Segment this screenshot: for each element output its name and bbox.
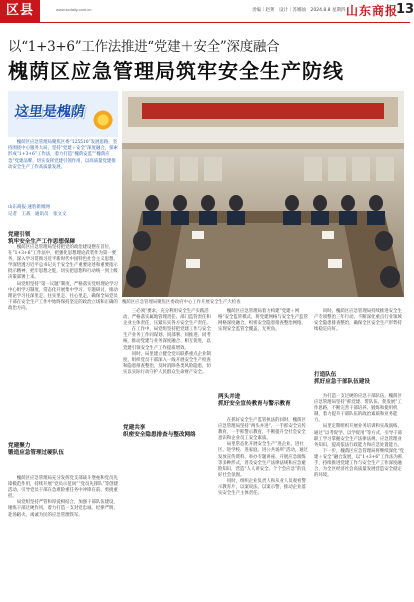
sun-icon (92, 109, 114, 131)
news-photo (122, 91, 404, 297)
site-url[interactable]: www.sxdaily.com.cn (56, 7, 92, 12)
section-tag: 区县 (0, 0, 40, 22)
paragraph: 同时，局里建立健全党员联系重点企业制度，组织党员干部深入一线开展安全生产检查和隐患排查整治，及时消除各类风险隐患，切实以实际行动守护人民群众生命财产安全。 (123, 351, 211, 375)
paragraph: 下一步，槐荫区应急管理局将继续深化“党建＋安全”融合发展，以“1+3+6”工作法为抓手，持续推进党建工作与安全生产工作深度融合，为全区经济社会高质量发展营造安全稳定的环境。 (314, 448, 405, 479)
column-banner (8, 91, 118, 137)
subhead-hazard-network: 党建共享 织密安全隐患排查与整改网络 (123, 425, 213, 439)
subhead-team-building: 党建聚力 锻造应急管理过硬队伍 (8, 443, 64, 456)
paragraph: 局党组坚持“第一议题”制度，严格落实党组理论学习中心组学习制度，常态化开展集中学习、专题研讨，推动理论学习往深里走、往实里走、往心里走，确保全局党员干部在安全生产工作中始终保持坚定的政治立场和正确的政治方向。 (8, 281, 118, 311)
paragraph: 同时，组织企业负责人和从业人员观看警示教育片，以案说法、以案示警，推动企业落实安全生产主体责任。 (218, 478, 306, 497)
page-number: 13 (396, 2, 414, 17)
column-3-top (218, 309, 310, 385)
paragraph: 局里常态化开展安全生产“进企业、进社区、进学校、进家庭、进公共场所”活动，通过发放宣传资料、举办专题讲座、开展应急演练等多种形式，普及安全生产法律法规和应急避险知识，营造“人人讲安全、个个会应急”的良好社会氛围。 (218, 442, 309, 478)
column-1-bottom (8, 476, 118, 596)
article-intro (8, 140, 118, 200)
editor-date-line: 责编｜赵莠 设计｜苏娜仙 2024.8.8 星期四 (252, 8, 346, 13)
header-divider (0, 22, 410, 23)
paragraph: 槐荫区应急管理局充分发挥党支部战斗堡垒和党员先锋模范作用，持续开展“党员示范岗”“党员先锋队”等创建活动，引导党员干部在急难险重任务中冲锋在前、勇挑重担。 (8, 476, 118, 500)
intro-paragraph: 槐荫区应急管理局聚焦区委“125510”发展思路，坚持围绕中心服务大局，坚持“党建＋安全”深度融合，探索形成“1+3+6”工作法，着力打造“槐荫安监”“槐荫应急”党建品牌，切实发挥党建引领作用，以高质量党建推动安全生产工作高质量发展。 (8, 140, 118, 170)
paragraph: 在抓好安全生产监管执法的同时，槐荫区应急管理局坚持“两头并进”，一手抓安全宣传教育，一手抓警示教育，不断提升全社会安全意识和企业员工安全素质。 (218, 418, 306, 442)
meeting-room-photo (122, 91, 404, 297)
paragraph: 槐荫区应急管理局着力构建“党建＋网格”安全监管模式，将党建网格与安全生产监管网格深度融合，织密安全隐患排查整治网络，实现安全监管全覆盖、无死角。 (218, 309, 309, 333)
photo-caption: 槐荫区应急管理局聚焦区委政府中心工作开展安全生产大检查 (122, 300, 241, 305)
subhead-party-leadership: 党建引领 筑牢安全生产工作思想保障 (8, 232, 76, 245)
newspaper-name: 山东商报 (346, 4, 399, 18)
column-1-top (8, 245, 118, 435)
column-3-bottom (218, 418, 310, 595)
column-banner-title: 这里是槐荫 (13, 104, 86, 120)
article-headline: 槐荫区应急管理局筑牢安全生产防线 (8, 59, 344, 83)
article-subtitle: 以“1+3+6”工作法推进“党建＋安全”深度融合 (8, 39, 280, 55)
paragraph: 槐荫区应急管理局坚持把党的政治建设摆在首位，在“1+3+6”工作法中，把强化思想理论武装作为第一要务，深入学习贯彻习近平新时代中国特色社会主义思想，学深悟透习近平总书记关于安全生产重要论述和重要指示批示精神，把牢思想之舵，切实把思想和行动统一到上级决策部署上来。 (8, 245, 118, 281)
column-2 (123, 309, 213, 595)
byline-outlet: 山东商报·速豹新闻网 (8, 205, 50, 210)
byline (8, 204, 118, 218)
subhead-emergency-team: 打造队伍 抓好应急干部队伍建设 (314, 372, 370, 385)
subhead-safety-education: 两头并进 抓好安全宣传教育与警示教育 (218, 394, 291, 407)
byline-reporters: 记者 王战 通讯员 张文文 (8, 212, 67, 217)
paragraph: 同时，槐荫区应急管理局持续推进安全生产专项整治三年行动，不断深化重点行业领域安全隐患排查整治，确保全区安全生产形势持续稳定向好。 (314, 309, 402, 333)
page-header (0, 0, 414, 22)
column-4-bottom (314, 394, 406, 595)
paragraph: 在工作中，局党组坚持把党建工作与安全生产业务工作同谋划、同部署、同推进、同考核，推动党建与业务深度融合、相互促进，以党建引领安全生产工作提质增效。 (123, 327, 211, 351)
paragraph: 为打造一支过硬的应急干部队伍，槐荫区应急管理局坚持“抓党建、带队伍、促发展”工作思路，不断完善干部培养、锻炼和使用机制，着力提升干部队伍的政治素质和业务能力。 (314, 394, 402, 424)
paragraph: 局里定期组织开展业务培训和实战演练，通过“以考促学、以学促用”等方式，引导干部职工学习掌握安全生产法律法规、应急管理业务知识，提高依法行政能力和应急处置能力。 (314, 424, 402, 448)
paragraph: 局党组坚持严管和厚爱相结合，加强干部队伍建设，锤炼干部过硬作风，着力打造一支对党忠诚、纪律严明、赴汤蹈火、竭诚为民的应急管理铁军。 (8, 500, 118, 518)
paragraph: 三必须”要求，充分利用安全生产实践活动，严格落实属地管理责任、部门监管责任和企业主体责任，压紧压实各方安全生产责任。 (123, 309, 211, 327)
column-4-top (314, 309, 406, 365)
